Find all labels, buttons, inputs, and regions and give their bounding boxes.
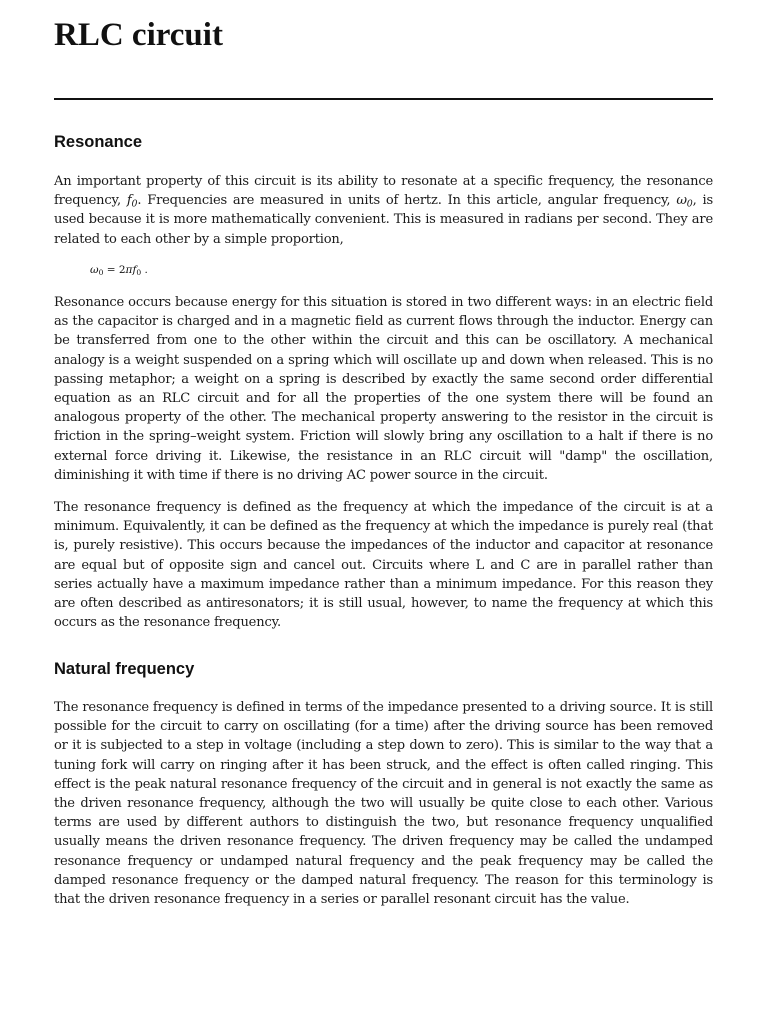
paragraph-resonance-energy: Resonance occurs because energy for this situation is stored in two different ways: in an electric field as the capacitor is charged and in a magnetic field as current flows through the inductor. Energy can be transferred from one to the other within the circuit and this can be oscillatory. A mechanical analogy is a weight suspended on a spring which will oscillate up and down when released. This is no passing metaphor; a weight on a spring is described by exactly the same second order differential equation as an RLC circuit and for all the properties of the one system there will be found an analogous property of the other. The mechanical property answering to the resistor in the circuit is friction in the spring–weight system. Friction will slowly bring any oscillation to a halt if there is no external force driving it. Likewise, the resistance in an RLC circuit will "damp" the oscillation, diminishing it with time if there is no driving AC power source in the circuit. [54,295,713,483]
title-divider [54,98,713,100]
page-title: RLC circuit [54,17,223,53]
paragraph-resonance-intro [54,172,713,249]
paragraph-natural-frequency: The resonance frequency is defined in terms of the impedance presented to a driving source. It is still possible for the circuit to carry on oscillating (for a time) after the driving source has been removed or it is subjected to a step in voltage (including a step down to zero). This is similar to the way that a tuning fork will carry on ringing after it has been struck, and the effect is often called ringing. This effect is the peak natural resonance frequency of the circuit and in general is not exactly the same as the driven resonance frequency, although the two will usually be quite close to each other. Various terms are used by different authors to distinguish the two, but resonance frequency unqualified usually means the driven resonance frequency. The driven frequency may be called the undamped resonance frequency or undamped natural frequency and the peak frequency may be called the damped resonance frequency or the damped natural frequency. The reason for this terminology is that the driven resonance frequency in a series or parallel resonant circuit has the value. [54,700,713,908]
section-heading-natural-frequency: Natural frequency [54,660,195,678]
math-omega0: $\omega_0$ [676,193,693,210]
formula-omega-equals-2pi-f: $\omega_0 = 2\pi f_0$ . [90,264,148,277]
text-run: . Frequencies are measured in units of hertz. In this article, angular frequency, [137,193,677,209]
text-run: An important property of this circuit is its ability to resonate at a specific frequency, the resonance frequency, [54,174,713,209]
text-run: , is used because it is more mathematically convenient. This is measured in radians per second. They are related to each other by a simple proportion, [54,193,713,247]
section-heading-resonance: Resonance [54,133,143,151]
paragraph-resonance-definition: The resonance frequency is defined as the frequency at which the impedance of the circuit is at a minimum. Equivalently, it can be defined as the frequency at which the impedance is purely real (that is, purely resistive). This occurs because the impedances of the inductor and capacitor at resonance are equal but of opposite sign and cancel out. Circuits where L and C are in parallel rather than series actually have a maximum impedance rather than a minimum impedance. For this reason they are often described as antiresonators; it is still usual, however, to name the frequency at which this occurs as the resonance frequency. [54,500,713,631]
math-f0: $f_0$ [126,193,138,210]
